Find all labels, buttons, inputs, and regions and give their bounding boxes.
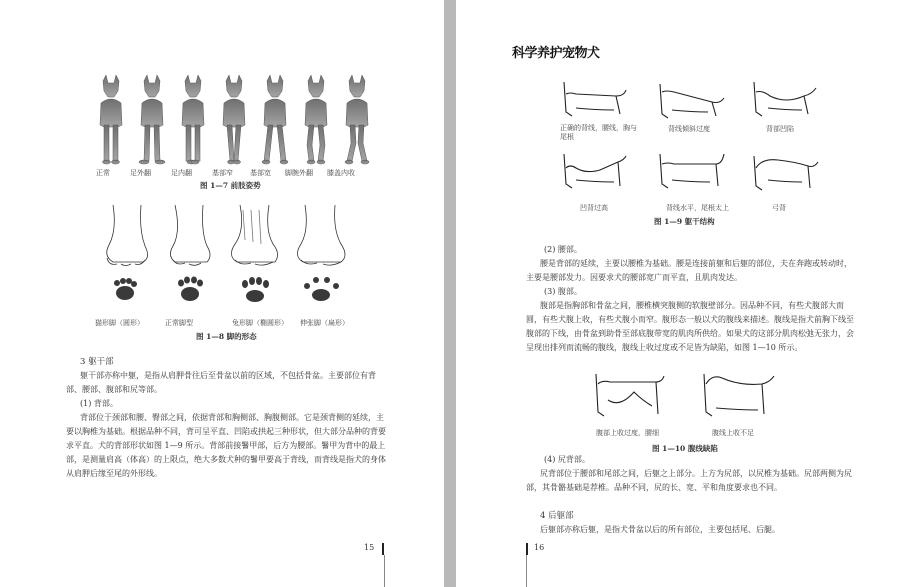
front-leg-postures-illustration [88, 75, 378, 167]
dog-wide-base-icon [262, 75, 288, 164]
fig1-7-label-knees-in: 膝盖内收 [327, 169, 355, 177]
section-heading-hindquarters: 4 后躯部 [540, 511, 574, 521]
dog-wrists-out-icon [305, 75, 327, 164]
right-page [456, 0, 899, 587]
left-page-margin-rule [384, 555, 385, 587]
left-page [0, 0, 444, 587]
fig1-8-label-hare: 兔形脚（椭圆形） [232, 319, 288, 327]
torso-structure-illustration [556, 72, 826, 212]
fig1-8-label-cat: 猫形脚（圆形） [95, 319, 144, 327]
running-header-title: 科学养护宠物犬 [512, 46, 600, 61]
loin-paragraph: 腰是背部的延续，主要以腰椎为基础。腰是连接前躯和后躯的部位，夫在奔跑或转动时，主要是腰部发力。因要求犬的腰部宽广而平直，且肌肉发达。 [526, 259, 852, 282]
figure-1-8 [95, 200, 365, 310]
subheading-rump: (4) 尻背部。 [544, 455, 590, 464]
fig1-7-caption: 图 1—7 前肢姿势 [200, 181, 261, 190]
book-gutter [444, 0, 456, 587]
figure-1-9 [556, 72, 826, 212]
back-paragraph: 背部位于颈部和腰、臀部之间，依据背部和胸侧部、胸腹侧部。它是颈背侧的延续，主要以胸椎为基础。根据品种不同，背可呈平直、凹陷或拱起三种形状，但大部分品种的背要求平直。犬的背部形状如图 1—9 所示。背部前接鬐甲部，后方为腰部。鬐甲为背中的最上部，是测量肩高（体高）的上限点，绝大多数犬种的鬐甲要高于背线，而背线是指犬的身体从肩胛后缘至尾的外形线。 [66, 413, 386, 478]
dog-knees-in-icon [345, 75, 369, 164]
fig1-9-label-high-rear: 凹背过高 [580, 204, 608, 212]
fig1-7-label-toes-out: 足外翻 [130, 169, 151, 177]
right-page-number-marker [526, 543, 528, 555]
subheading-abdomen: (3) 腹部。 [544, 287, 582, 296]
figure-1-10 [590, 370, 780, 426]
fig1-9-label-sway: 背部凹陷 [766, 125, 794, 133]
right-page-margin-rule [526, 555, 527, 587]
rump-paragraph: 尻背部位于腰部和尾部之间，后躯之上部分。上方为尻部，以尻椎为基础。尻部两侧为尻部，其骨骼基础是荐椎。品种不同，尻的长、宽、平和角度要求也不同。 [526, 469, 852, 492]
fig1-10-label-untucked: 腹线上收不足 [712, 429, 754, 437]
fig1-7-label-narrow: 基部窄 [212, 169, 233, 177]
fig1-7-label-toes-in: 足内翻 [171, 169, 192, 177]
left-page-number-marker [382, 543, 384, 555]
dog-toes-out-icon [139, 75, 165, 164]
normal-foot-pad-icon [178, 277, 203, 302]
left-page-number: 15 [364, 543, 375, 552]
cat-foot-pad-icon [114, 278, 137, 300]
splay-foot-pad-icon [304, 277, 339, 301]
fig1-8-label-normal: 正常脚型 [165, 319, 193, 327]
hindquarters-paragraph: 后躯部亦称后躯，是指犬骨盆以后的所有部位，主要包括尾、后腿。 [540, 525, 780, 534]
section-heading-torso: 3 躯干部 [80, 357, 114, 367]
torso-intro-paragraph: 躯干部亦称中躯，是指从肩胛骨往后至骨盆以前的区域，不包括骨盆。主要部位有背部、腰部、腹部和尻等部。 [66, 371, 376, 394]
fig1-8-label-splay: 伸张脚（扁形） [300, 319, 349, 327]
fig1-7-label-wide: 基部宽 [250, 169, 271, 177]
fig1-9-label-correct: 正确的背线，腰线，胸与尾根 [560, 124, 637, 141]
figure-1-7 [88, 75, 378, 167]
fig1-9-caption: 图 1—9 躯干结构 [654, 217, 715, 226]
fig1-10-caption: 图 1—10 腹线缺陷 [652, 444, 718, 453]
fig1-7-label-wrists-out: 脚腕外翻 [285, 169, 313, 177]
fig1-9-label-level-high-tail: 背线水平，尾根太上 [666, 204, 729, 212]
fig1-9-label-sloping: 背线倾斜过度 [668, 125, 710, 133]
fig1-9-label-roach: 弓背 [772, 204, 786, 212]
fig1-8-caption: 图 1—8 脚的形态 [196, 332, 257, 341]
dog-normal-icon [100, 75, 122, 164]
dog-narrow-base-icon [223, 75, 245, 164]
dog-toes-in-icon [182, 75, 204, 164]
right-page-number: 16 [534, 543, 545, 552]
foot-shapes-illustration [95, 200, 365, 310]
subheading-loin: (2) 腰部。 [544, 245, 582, 254]
belly-line-illustration [590, 370, 780, 426]
subheading-back: (1) 背部。 [80, 399, 118, 408]
abdomen-paragraph: 腹部是指胸部和骨盆之间，腰椎横突腹侧的软腹壁部分。因品种不同，有些犬腹部大而圆，有些犬腹上收，有些犬腹小而窄。腹形态一般以犬的腹线来描述。腹线是指犬前胸下线至腹部的下线，由骨盆到助骨至部底腹带宽的肌肉所供给。如果犬的这部分肌肉松弛无张力，会呈现出排列而流畅的腹线，腹线上收过度或不足皆为缺陷，如图 1—10 所示。 [526, 301, 854, 352]
hare-foot-pad-icon [242, 277, 269, 302]
fig1-7-label-normal: 正常 [96, 169, 110, 177]
fig1-10-label-tucked: 腹部上收过度，腰细 [596, 429, 659, 437]
